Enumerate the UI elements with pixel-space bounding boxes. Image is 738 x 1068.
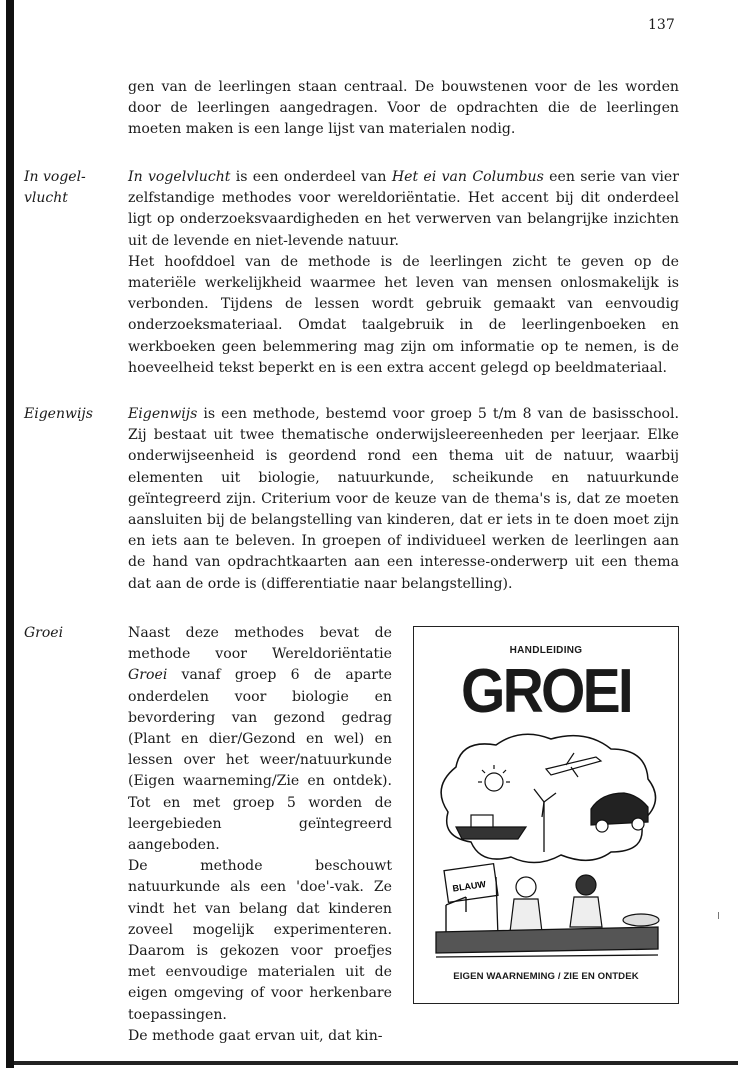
scan-mark	[718, 912, 719, 919]
cover-drawing	[426, 727, 668, 965]
flag-sign	[444, 864, 498, 937]
intro-text: gen van de leerlingen staan centraal. De bouwstenen voor de les worden door de leerlingen aangedragen. Voor de opdrachten die de leerlingen moeten maken is een lange lijst van materialen nodig.	[128, 79, 679, 138]
car-icon	[591, 793, 648, 832]
text-run: is een methode, bestemd voor groep 5 t/m 8 van de basisschool. Zij bestaat uit twee thematische onderwijsleereenheden per leerjaar. Elke onderwijseenheid is geordend rond een thema uit de natuur, waarbij elementen uit biologie, natuurkunde, scheikunde en natuurkunde geïntegreerd zijn. Criterium voor de keuze van de thema's is, dat ze moeten aansluiten bij de belangstelling van kinderen, dat er iets in te doen moet zijn en iets aan te beleven. In groepen of individueel werken de leerlingen aan de hand van opdrachtkaarten aan een interesse-onderwerp uit een thema dat aan de orde is (differentiatie naar belangstelling).	[128, 406, 679, 592]
vogelvlucht-paragraph-2: Het hoofddoel van de methode is de leerlingen zicht te geven op de materiële werkelijkheid waarmee het leven van mensen onlosmakelijk is verbonden. Tijdens de lessen wordt gebruik gemaakt van eenvoudig onderzoeksmateriaal. Omdat taalgebruik in de leerlingenboeken en werkboeken geen belemmering mag zijn om informatie op te nemen, is de hoeveelheid tekst beperkt en is een extra accent gelegd op beeldmateriaal.	[128, 253, 679, 376]
cover-title: GROEI	[460, 657, 632, 726]
vogelvlucht-paragraph-1	[128, 167, 679, 252]
child-figure	[570, 875, 602, 927]
text-run: Naast deze methodes bevat de methode voor Wereldoriëntatie	[128, 625, 392, 663]
cover-footer: EIGEN WAARNEMING / ZIE EN ONTDEK	[453, 971, 639, 982]
margin-label-vogelvlucht	[24, 167, 114, 209]
workbench	[436, 927, 658, 957]
section-eigenwijs	[128, 404, 679, 595]
eigenwijs-paragraph	[128, 404, 679, 595]
section-groei	[128, 623, 392, 1047]
method-title: Groei	[128, 667, 168, 684]
intro-paragraph	[128, 77, 679, 141]
page-spine-edge	[6, 0, 14, 1068]
page-bottom-edge	[14, 1061, 738, 1065]
margin-label-line: In vogel-	[24, 169, 86, 185]
book-cover-illustration	[413, 626, 679, 1004]
cover-heading: HANDLEIDING	[509, 645, 583, 656]
section-vogelvlucht	[128, 167, 679, 379]
boat-icon	[456, 815, 526, 839]
margin-label-groei: Groei	[24, 625, 64, 641]
windmill-icon	[534, 789, 556, 852]
flag-label: BLAUW	[451, 879, 487, 894]
method-title: Eigenwijs	[128, 406, 198, 422]
groei-paragraph-3: De methode gaat ervan uit, dat kin-	[128, 1027, 383, 1044]
margin-label-eigenwijs: Eigenwijs	[24, 406, 93, 422]
bowl-icon	[623, 914, 659, 926]
groei-paragraph-1	[128, 623, 392, 856]
page-number: 137	[648, 17, 675, 33]
groei-paragraph-2: De methode beschouwt natuurkunde als een 'doe'-vak. Ze vindt het van belang dat kinderen zoveel mogelijk experimenteren. Daarom is gekozen voor proefjes met eenvoudige materialen uit de eigen omgeving of voor herkenbare toepassingen.	[128, 858, 392, 1023]
text-run: een serie van vier zelfstandige methodes voor wereldoriëntatie. Het accent bij dit onderdeel ligt op onderzoeksvaardigheden en het verwerven van belangrijke inzichten uit de levende en niet-levende natuur.	[128, 169, 680, 249]
text-run: vanaf groep 6 de aparte onderdelen voor biologie en bevordering van gezond gedrag (Plant en dier/Gezond en wel) en lessen over het weer/natuurkunde (Eigen waarneming/Zie en ontdek). Tot en met groep 5 worden de leergebieden geïntegreerd aangeboden.	[128, 667, 392, 854]
sun-icon	[478, 765, 510, 791]
airplane-icon	[546, 753, 601, 777]
child-figure	[510, 877, 542, 932]
series-title: Het ei van Columbus	[391, 169, 544, 185]
method-title: In vogelvlucht	[128, 169, 231, 185]
text-run: is een onderdeel van	[230, 169, 392, 185]
margin-label-line: vlucht	[24, 190, 68, 206]
